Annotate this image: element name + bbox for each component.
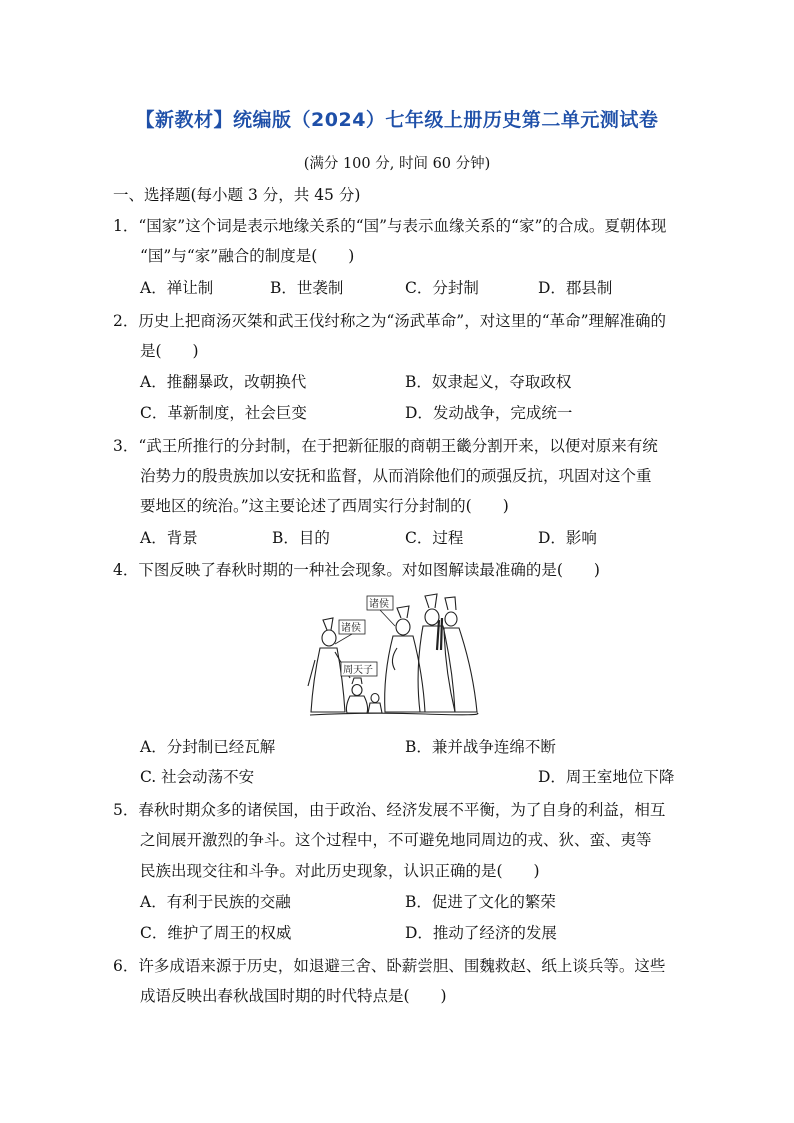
question-5-line-3: 民族出现交往和斗争。对此历史现象，认识正确的是( ): [140, 862, 540, 880]
question-5-line-2: 之间展开激烈的争斗。这个过程中，不可避免地同周边的戎、狄、蛮、夷等: [140, 831, 652, 849]
question-5-line-1: 5．春秋时期众多的诸侯国，由于政治、经济发展不平衡，为了自身的利益，相互: [113, 801, 666, 819]
question-4-option-c: C. 社会动荡不安: [140, 768, 255, 786]
question-6-line-1: 6．许多成语来源于历史，如退避三舍、卧薪尝胆、围魏救赵、纸上谈兵等。这些: [113, 957, 666, 975]
question-5-option-a: A．有利于民族的交融: [140, 893, 291, 911]
question-1-option-c: C．分封制: [405, 279, 479, 297]
question-3-option-c: C．过程: [405, 529, 464, 547]
question-3-option-a: A．背景: [140, 529, 198, 547]
question-1-line-2: “国”与“家”融合的制度是( ): [140, 247, 355, 265]
question-3-line-2: 治势力的殷贵族加以安抚和监督，从而消除他们的顽强反抗，巩固对这个重: [140, 467, 652, 485]
question-4-option-a: A．分封制已经瓦解: [140, 738, 276, 756]
question-5-option-d: D．推动了经济的发展: [405, 924, 557, 942]
page-title: 【新教材】统编版（2024）七年级上册历史第二单元测试卷: [135, 109, 659, 131]
question-4-line-1: 4．下图反映了春秋时期的一种社会现象。对如图解读最准确的是( ): [113, 561, 600, 579]
exam-info: (满分 100 分, 时间 60 分钟): [303, 156, 491, 172]
question-1-option-d: D．郡县制: [538, 279, 613, 297]
question-3-option-d: D．影响: [538, 529, 597, 547]
figure-label-king: 周天子: [343, 665, 373, 676]
question-1-option-b: B．世袭制: [270, 279, 344, 297]
question-4-option-d: D．周王室地位下降: [538, 768, 675, 786]
question-4-option-b: B．兼并战争连绵不断: [405, 738, 556, 756]
question-2-line-2: 是( ): [140, 342, 199, 360]
feudal-lords-cartoon: [305, 590, 480, 720]
question-2-line-1: 2．历史上把商汤灭桀和武王伐纣称之为“汤武革命”，对这里的“革命”理解准确的: [113, 312, 667, 330]
question-3-line-1: 3．“武王所推行的分封制，在于把新征服的商朝王畿分割开来，以便对原来有统: [113, 437, 658, 455]
question-2-option-d: D．发动战争，完成统一: [405, 404, 573, 422]
question-5-option-c: C．维护了周王的权威: [140, 924, 292, 942]
question-6-line-2: 成语反映出春秋战国时期的时代特点是( ): [140, 987, 447, 1005]
question-1-line-1: 1．“国家”这个词是表示地缘关系的“国”与表示血缘关系的“家”的合成。夏朝体现: [113, 217, 667, 235]
question-3-line-3: 要地区的统治。”这主要论述了西周实行分封制的( ): [140, 497, 509, 515]
section-heading: 一、选择题(每小题 3 分，共 45 分): [113, 186, 361, 204]
figure-label-lord-1: 诸侯: [369, 599, 389, 610]
figure-label-lord-2: 诸侯: [341, 623, 361, 634]
question-1-option-a: A．禅让制: [140, 279, 214, 297]
question-5-option-b: B．促进了文化的繁荣: [405, 893, 556, 911]
question-2-option-c: C．革新制度，社会巨变: [140, 404, 307, 422]
question-3-option-b: B．目的: [272, 529, 330, 547]
question-2-option-a: A．推翻暴政，改朝换代: [140, 373, 307, 391]
question-2-option-b: B．奴隶起义，夺取政权: [405, 373, 572, 391]
